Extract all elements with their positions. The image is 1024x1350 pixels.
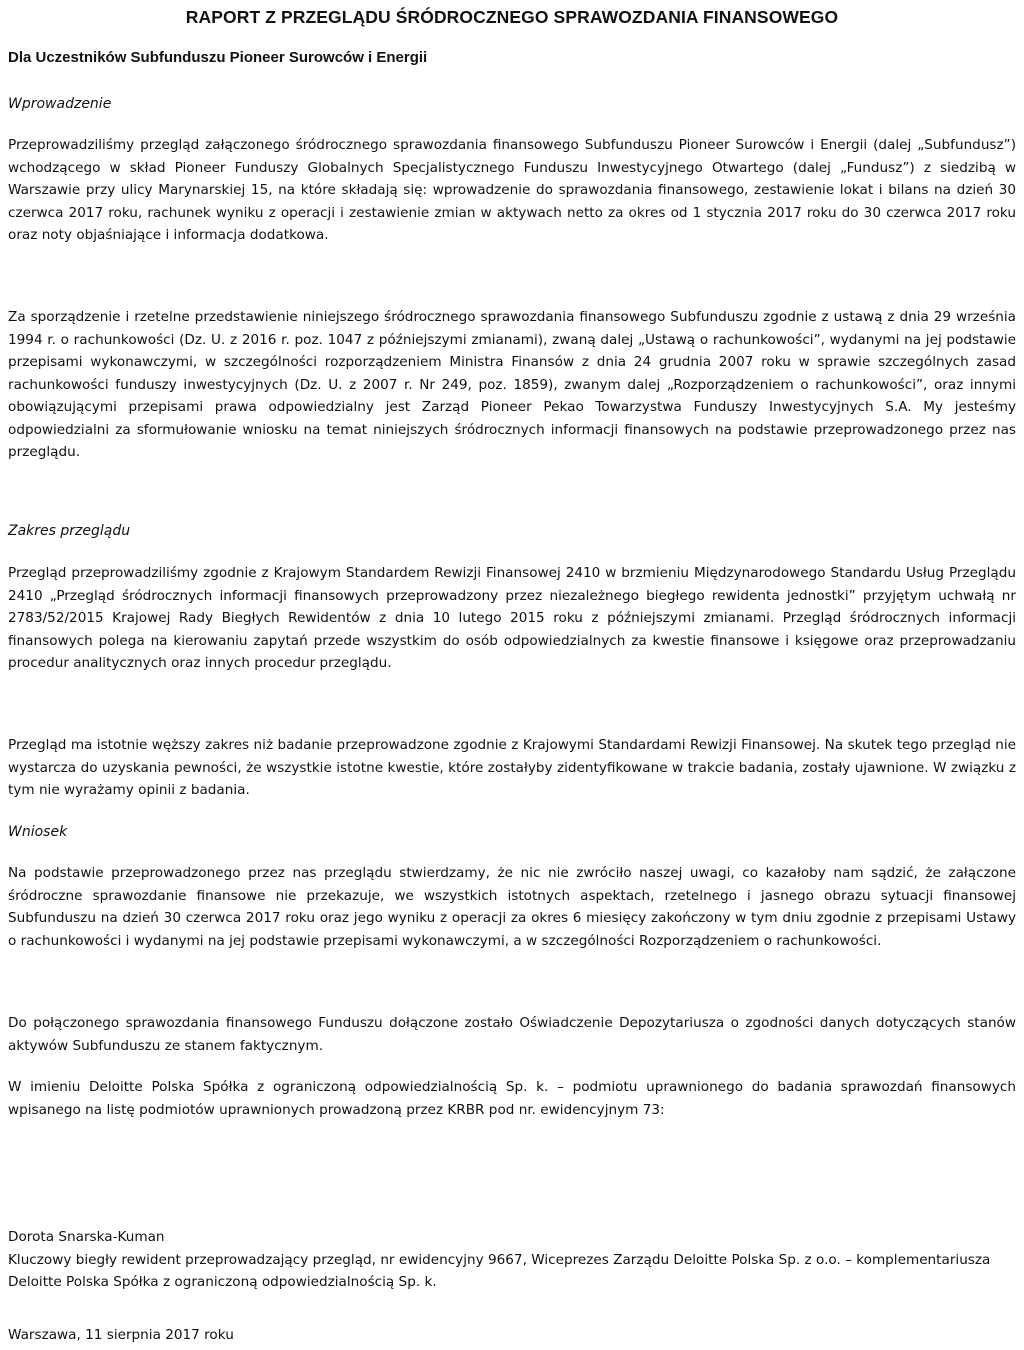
paragraph-auditor-firm: W imieniu Deloitte Polska Spółka z ograniczoną odpowiedzialnością Sp. k. – podmiotu uprawnionego do badania sprawozdań finansowych wpisanego na listę podmiotów uprawnionych prowadzoną przez KRBR pod nr. ewidencyjnym 73: [8, 1079, 1016, 1118]
report-page [8, 0, 1016, 1343]
paragraph-intro-1: Przeprowadziliśmy przegląd załączonego śródrocznego sprawozdania finansowego Subfunduszu Pioneer Surowców i Energii (dalej „Subfundusz”) wchodzącego w skład Pioneer Funduszy Globalnych Specjalistycznego Funduszu Inwestycyjnego Otwartego (dalej „Fundusz”) z siedzibą w Warszawie przy ulicy Marynarskiej 15, na które składają się: wprowadzenie do sprawozdania finansowego, zestawienie lokat i bilans na dzień 30 czerwca 2017 roku, rachunek wyniku z operacji i zestawienie zmian w aktywach netto za okres od 1 stycznia 2017 roku do 30 czerwca 2017 roku oraz noty objaśniające i informacja dodatkowa. [8, 137, 1016, 243]
report-title: RAPORT Z PRZEGLĄDU ŚRÓDROCZNEGO SPRAWOZDANIA FINANSOWEGO [185, 7, 839, 27]
heading-introduction: Wprowadzenie [8, 96, 112, 112]
paragraph-scope-2: Przegląd ma istotnie węższy zakres niż badanie przeprowadzone zgodnie z Krajowymi Standardami Rewizji Finansowej. Na skutek tego przegląd nie wystarcza do uzyskania pewności, że wszystkie istotne kwestie, które zostałyby zidentyfikowane w trakcie badania, zostały ujawnione. W związku z tym nie wyrażamy opinii z badania. [8, 737, 1016, 798]
place-and-date: Warszawa, 11 sierpnia 2017 roku [8, 1327, 234, 1343]
addressee: Dla Uczestników Subfunduszu Pioneer Surowców i Energii [8, 49, 428, 66]
paragraph-scope-1: Przegląd przeprowadziliśmy zgodnie z Krajowym Standardem Rewizji Finansowej 2410 w brzmieniu Międzynarodowego Standardu Usług Przeglądu 2410 „Przegląd śródrocznych informacji finansowych przeprowadzony przez niezależnego biegłego rewidenta jednostki” przyjętym uchwałą nr 2783/52/2015 Krajowej Rady Biegłych Rewidentów z dnia 10 lutego 2015 roku z późniejszymi zmianami. Przegląd śródrocznych informacji finansowych polega na kierowaniu zapytań przede wszystkim do osób odpowiedzialnych za kwestie finansowe i księgowe oraz przeprowadzaniu procedur analitycznych oraz innych procedur przeglądu. [8, 565, 1016, 671]
signer-role: Kluczowy biegły rewident przeprowadzający przegląd, nr ewidencyjny 9667, Wiceprezes Zarządu Deloitte Polska Sp. z o.o. – komplementariusza Deloitte Polska Spółka z ograniczoną odpowiedzialnością Sp. k. [8, 1251, 991, 1290]
paragraph-intro-2: Za sporządzenie i rzetelne przedstawienie niniejszego śródrocznego sprawozdania finansowego Subfunduszu zgodnie z ustawą z dnia 29 września 1994 r. o rachunkowości (Dz. U. z 2016 r. poz. 1047 z późniejszymi zmianami), zwaną dalej „Ustawą o rachunkowości”, wydanymi na jej podstawie przepisami wykonawczymi, w szczególności rozporządzeniem Ministra Finansów z dnia 24 grudnia 2007 roku w sprawie szczególnych zasad rachunkowości funduszy inwestycyjnych (Dz. U. z 2007 r. Nr 249, poz. 1859), zwanym dalej „Rozporządzeniem o rachunkowości”, oraz innymi obowiązującymi przepisami prawa odpowiedzialny jest Zarząd Pioneer Pekao Towarzystwa Funduszy Inwestycyjnych S.A. My jesteśmy odpowiedzialni za sformułowanie wniosku na temat niniejszych śródrocznych informacji finansowych na podstawie przeprowadzonego przez nas przeglądu. [8, 309, 1016, 460]
heading-conclusion: Wniosek [8, 824, 68, 840]
paragraph-depositary-statement: Do połączonego sprawozdania finansowego Funduszu dołączone zostało Oświadczenie Depozytariusza o zgodności danych dotyczących stanów aktywów Subfunduszu ze stanem faktycznym. [8, 1015, 1016, 1054]
paragraph-conclusion-1: Na podstawie przeprowadzonego przez nas przeglądu stwierdzamy, że nic nie zwróciło naszej uwagi, co kazałoby nam sądzić, że załączone śródroczne sprawozdanie finansowe nie przekazuje, we wszystkich istotnych aspektach, rzetelnego i jasnego obrazu sytuacji finansowej Subfunduszu na dzień 30 czerwca 2017 roku oraz jego wyniku z operacji za okres 6 miesięcy zakończony w tym dniu zgodnie z przepisami Ustawy o rachunkowości i wydanymi na jej podstawie przepisami wykonawczymi, a w szczególności Rozporządzeniem o rachunkowości. [8, 865, 1016, 949]
heading-scope: Zakres przeglądu [8, 523, 131, 539]
signer-name: Dorota Snarska-Kuman [8, 1229, 165, 1245]
